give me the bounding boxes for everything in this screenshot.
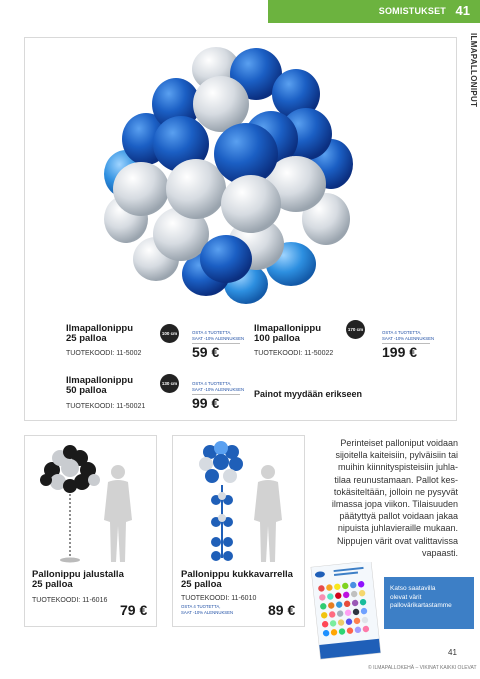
description-line: nipuista juhlavieraille mukaan. [337,523,458,534]
footer-page-number: 41 [448,648,457,657]
description-line: tokäsiteltään, jolloin ne pysyvät [333,486,458,497]
product-2-code [254,350,333,357]
small-product-1-qty: 25 palloa [32,579,73,590]
small-product-1-title [32,570,124,590]
catalog-line: Katso saatavilla [390,585,436,592]
small-product-1-code [32,597,107,604]
code-label: TUOTEKOODI: [181,595,230,602]
balloon-flowerstem-image [180,440,300,565]
code-value: 11-50022 [304,350,334,357]
color-chart-catalog-image [310,562,382,662]
small-product-2-price: 89 € [268,602,296,618]
small-product-2-name: Pallonippu kukkavarrella [181,569,293,580]
weights-note: Painot myydään erikseen [254,389,363,399]
code-value: 11-6016 [82,597,108,604]
product-3-title [66,376,133,396]
description-line: vapaasti. [421,547,458,558]
side-label-text: ILMAPALLONIPUT [469,33,478,108]
balloons [104,47,353,304]
catalog-line: olevat värit [390,593,422,601]
code-value: 11-50021 [116,403,146,410]
page-number: 41 [455,3,470,18]
product-1-offer [192,330,244,342]
product-1-name: Ilmapallonippu [66,323,134,334]
silhouette-icon [104,465,132,562]
product-1-title [66,324,133,344]
description-line: Perinteiset palloniput voidaan [340,438,458,448]
product-1-price: 59 € [192,344,220,360]
product-2-title [254,324,321,344]
small-product-2-code [181,595,256,602]
description-line: Nippujen värit ovat valittavissa [336,535,458,546]
description-line: päätyttyä pallot voidaan jakaa [339,511,458,522]
offer-line-1: OSTA 4 TUOTETTA, [192,381,232,386]
silhouette-icon [254,465,282,562]
description-line: ilmassa jopa viikon. Tilaisuuden [331,499,458,510]
code-value: 11-5002 [116,350,142,357]
code-label: TUOTEKOODI: [32,597,81,604]
product-2-price: 199 € [382,344,418,360]
offer-line-1: OSTA 4 TUOTETTA, [192,330,232,335]
small-product-1-name: Pallonippu jalustalla [32,569,124,580]
small-product-2-offer [181,604,233,616]
product-3-name: Ilmapallonippu [66,375,134,386]
description-paragraph [310,437,458,559]
small-product-1-price: 79 € [120,602,148,618]
size-badge-icon: 170 cm [346,320,365,339]
product-3-offer [192,381,244,393]
product-3-qty: 50 palloa [66,385,107,396]
balloon-stand-image [30,440,150,565]
product-3-code [66,403,145,410]
code-value: 11-6010 [231,595,257,602]
code-label: TUOTEKOODI: [66,403,115,410]
product-2-name: Ilmapallonippu [254,323,322,334]
offer-line-2: SAAT -10% ALENNUKSEN [192,336,245,341]
product-1-qty: 25 palloa [66,333,107,344]
footer-copyright: © ILMAPALLOKEHÄ – VIKINAT KAIKKI OLEVAT [368,665,477,671]
catalog-callout [384,577,474,629]
offer-line-2: SAAT -10% ALENNUKSEN [192,387,245,392]
product-1-code [66,350,141,357]
offer-line-2: SAAT -10% ALENNUKSEN [181,610,234,615]
size-badge-icon: 130 cm [160,374,179,393]
offer-line-2: SAAT -10% ALENNUKSEN [382,336,435,341]
description-line: sijoitella kaiteisiin, pylväisiin tai [335,450,458,461]
offer-line-1: OSTA 4 TUOTETTA, [181,604,221,609]
description-line: muihin kiinnityspisteisiin juhla- [337,462,458,473]
product-3-price: 99 € [192,395,220,411]
section-title: SOMISTUKSET [378,6,446,16]
balloon-cluster-image [96,44,358,306]
small-product-2-qty: 25 palloa [181,579,222,590]
description-line: tilaa reunustamaan. Pallot kes- [334,474,458,485]
catalog-line: pallovärikartastamme [390,602,452,609]
product-2-offer [382,330,434,342]
section-header [268,0,480,23]
code-label: TUOTEKOODI: [254,350,303,357]
side-label [466,33,480,153]
code-label: TUOTEKOODI: [66,350,115,357]
size-badge-icon: 100 cm [160,324,179,343]
product-2-qty: 100 palloa [254,333,300,344]
offer-line-1: OSTA 4 TUOTETTA, [382,330,422,335]
small-product-2-title [181,570,293,590]
